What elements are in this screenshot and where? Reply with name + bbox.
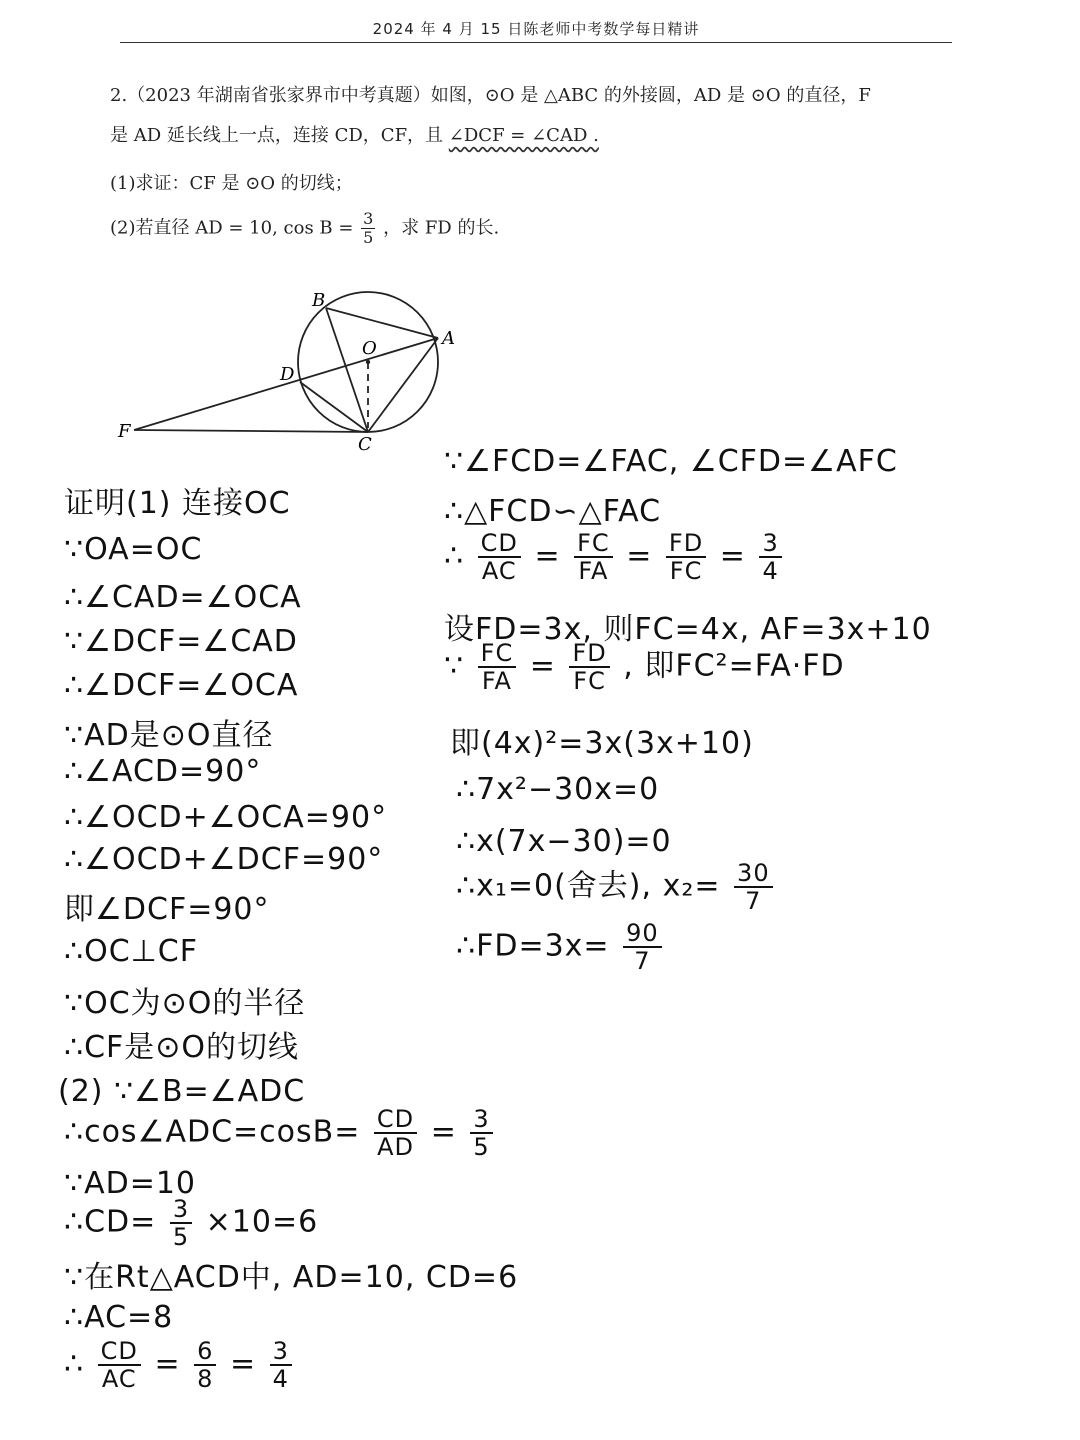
sol-right-line-1: ∵∠FCD=∠FAC, ∠CFD=∠AFC [444, 444, 898, 479]
sol-left-line-3: ∴∠CAD=∠OCA [64, 580, 302, 615]
x2-den: 7 [745, 887, 762, 915]
cd-post: ×10=6 [205, 1204, 319, 1240]
segment-dc [300, 382, 368, 432]
r1-eq-3: = [719, 538, 746, 574]
sol-left-line-16: ∵AD=10 [64, 1166, 197, 1201]
r2-post: , 即FC²=FA·FD [623, 648, 845, 684]
cos-adc-text: ∴cos∠ADC=cosB= [64, 1114, 361, 1150]
r1-d-den: 4 [762, 557, 779, 585]
ratio-3-den: 4 [272, 1365, 289, 1393]
cos-adc-value-num: 3 [470, 1106, 492, 1134]
r1-d-num: 3 [759, 530, 781, 558]
cos-adc-eq: = [430, 1114, 457, 1150]
cos-b-denominator: 5 [363, 228, 374, 247]
sol-left-line-6: ∵AD是⊙O直径 [64, 718, 274, 753]
r1-eq-2: = [626, 538, 653, 574]
cos-b-fraction [361, 210, 375, 247]
r2-b-den: FC [573, 667, 606, 695]
label-f: F [118, 421, 131, 442]
center-point [366, 360, 370, 364]
sol-left-line-17 [64, 1196, 318, 1250]
sol-right-line-3 [444, 530, 785, 584]
x2-num: 30 [734, 860, 773, 888]
ratio-fraction-1 [98, 1338, 141, 1392]
problem-condition: ∠DCF = ∠CAD . [448, 125, 599, 146]
part-2-post: ，求 FD 的长. [383, 217, 500, 239]
cd-den: 5 [172, 1223, 190, 1251]
r2-prefix: ∵ [444, 648, 465, 684]
r1-fraction-c [666, 530, 706, 584]
ratio-eq-2: = [229, 1346, 257, 1382]
sol-left-line-19: ∴AC=8 [64, 1300, 174, 1335]
label-b: B [312, 290, 326, 311]
sol-left-line-11: ∴OC⊥CF [64, 934, 198, 969]
cd-num: 3 [170, 1196, 192, 1224]
x2-fraction [734, 860, 773, 914]
ratio-2-num: 6 [194, 1338, 216, 1366]
cd-text: ∴CD= [64, 1204, 157, 1240]
r1-c-den: FC [669, 557, 703, 585]
problem-line-2 [110, 124, 599, 148]
r1-a-den: AC [481, 557, 517, 585]
ratio-2-den: 8 [197, 1365, 214, 1393]
problem-part-2 [110, 210, 499, 262]
sol-left-line-14: (2) ∵∠B=∠ADC [58, 1074, 306, 1109]
sol-left-line-5: ∴∠DCF=∠OCA [64, 668, 299, 703]
sol-left-line-13: ∴CF是⊙O的切线 [64, 1030, 300, 1065]
roots-text: ∴x₁=0(舍去), x₂= [456, 868, 721, 904]
fd-text: ∴FD=3x= [456, 928, 610, 964]
sol-left-line-15 [64, 1106, 496, 1160]
geometry-figure [100, 280, 480, 460]
sol-left-line-10: 即∠DCF=90° [64, 892, 270, 927]
ratio-fraction-3 [270, 1338, 292, 1392]
r2-a-den: FA [481, 667, 512, 695]
ratio-3-num: 3 [270, 1338, 292, 1366]
label-o: O [362, 338, 377, 359]
segment-ba [326, 308, 438, 338]
r1-fraction-a [478, 530, 521, 584]
ratio-eq-1: = [154, 1346, 181, 1382]
r2-eq: = [529, 648, 556, 684]
sol-right-line-8: ∴x(7x−30)=0 [456, 824, 672, 859]
r1-c-num: FD [666, 530, 706, 558]
sol-left-line-1: 证明(1) 连接OC [64, 486, 291, 521]
r1-a-num: CD [478, 530, 521, 558]
cd-fraction [170, 1196, 192, 1250]
ratio-1-num: CD [98, 1338, 141, 1366]
cos-adc-fraction [374, 1106, 417, 1160]
r2-fraction-a [478, 640, 517, 694]
sol-right-line-2: ∴△FCD∽△FAC [444, 494, 662, 529]
r2-a-num: FC [478, 640, 517, 668]
sol-right-line-5 [444, 640, 845, 694]
segment-fc [134, 430, 368, 432]
sol-left-line-9: ∴∠OCD+∠DCF=90° [64, 842, 384, 877]
r2-fraction-b [569, 640, 609, 694]
r1-fraction-b [574, 530, 613, 584]
sol-left-line-18: ∵在Rt△ACD中, AD=10, CD=6 [64, 1260, 519, 1295]
r1-fraction-d [759, 530, 781, 584]
problem-part-1: (1)求证：CF 是 ⊙O 的切线； [110, 173, 353, 194]
label-c: C [358, 434, 372, 455]
sol-left-line-4: ∵∠DCF=∠CAD [64, 624, 298, 659]
cos-b-numerator: 3 [363, 209, 374, 228]
sol-left-line-8: ∴∠OCD+∠OCA=90° [64, 800, 388, 835]
sol-right-line-4: 设FD=3x, 则FC=4x, AF=3x+10 [444, 612, 932, 647]
sol-left-line-7: ∴∠ACD=90° [64, 754, 262, 789]
ratio-fraction-2 [194, 1338, 216, 1392]
problem-line-1: 2.（2023 年湖南省张家界市中考真题）如图，⊙O 是 △ABC 的外接圆，AD 是 ⊙O 的直径，F [110, 85, 871, 106]
cos-adc-value-den: 5 [473, 1133, 490, 1161]
sol-left-line-20 [64, 1338, 295, 1392]
sol-right-line-10 [456, 920, 665, 974]
cos-adc-value-fraction [470, 1106, 492, 1160]
sol-right-line-9 [456, 860, 776, 914]
r1-b-num: FC [574, 530, 613, 558]
fd-fraction [623, 920, 662, 974]
sol-left-line-12: ∵OC为⊙O的半径 [64, 986, 306, 1021]
problem-line-2-text: 是 AD 延长线上一点，连接 CD，CF，且 [110, 125, 444, 146]
cos-adc-num: CD [374, 1106, 417, 1134]
r1-eq-1: = [534, 538, 561, 574]
ratio-1-den: AC [101, 1365, 137, 1393]
r1-b-den: FA [578, 557, 609, 585]
sol-right-line-6: 即(4x)²=3x(3x+10) [450, 726, 754, 761]
sol-right-line-7: ∴7x²−30x=0 [456, 772, 660, 807]
label-a: A [442, 328, 455, 349]
segment-ac [368, 338, 438, 432]
sol-left-line-2: ∵OA=OC [64, 532, 203, 567]
fd-num: 90 [623, 920, 662, 948]
ratio-prefix: ∴ [64, 1346, 85, 1382]
fd-den: 7 [634, 947, 651, 975]
similar-ratio-prefix: ∴ [444, 538, 465, 574]
label-d: D [280, 364, 295, 385]
part-2-pre: (2)若直径 AD = 10, cos B = [110, 217, 354, 239]
r2-b-num: FD [569, 640, 609, 668]
page-header: 2024 年 4 月 15 日陈老师中考数学每日精讲 [372, 20, 700, 38]
cos-adc-den: AD [377, 1133, 414, 1161]
header-rule [120, 42, 952, 43]
